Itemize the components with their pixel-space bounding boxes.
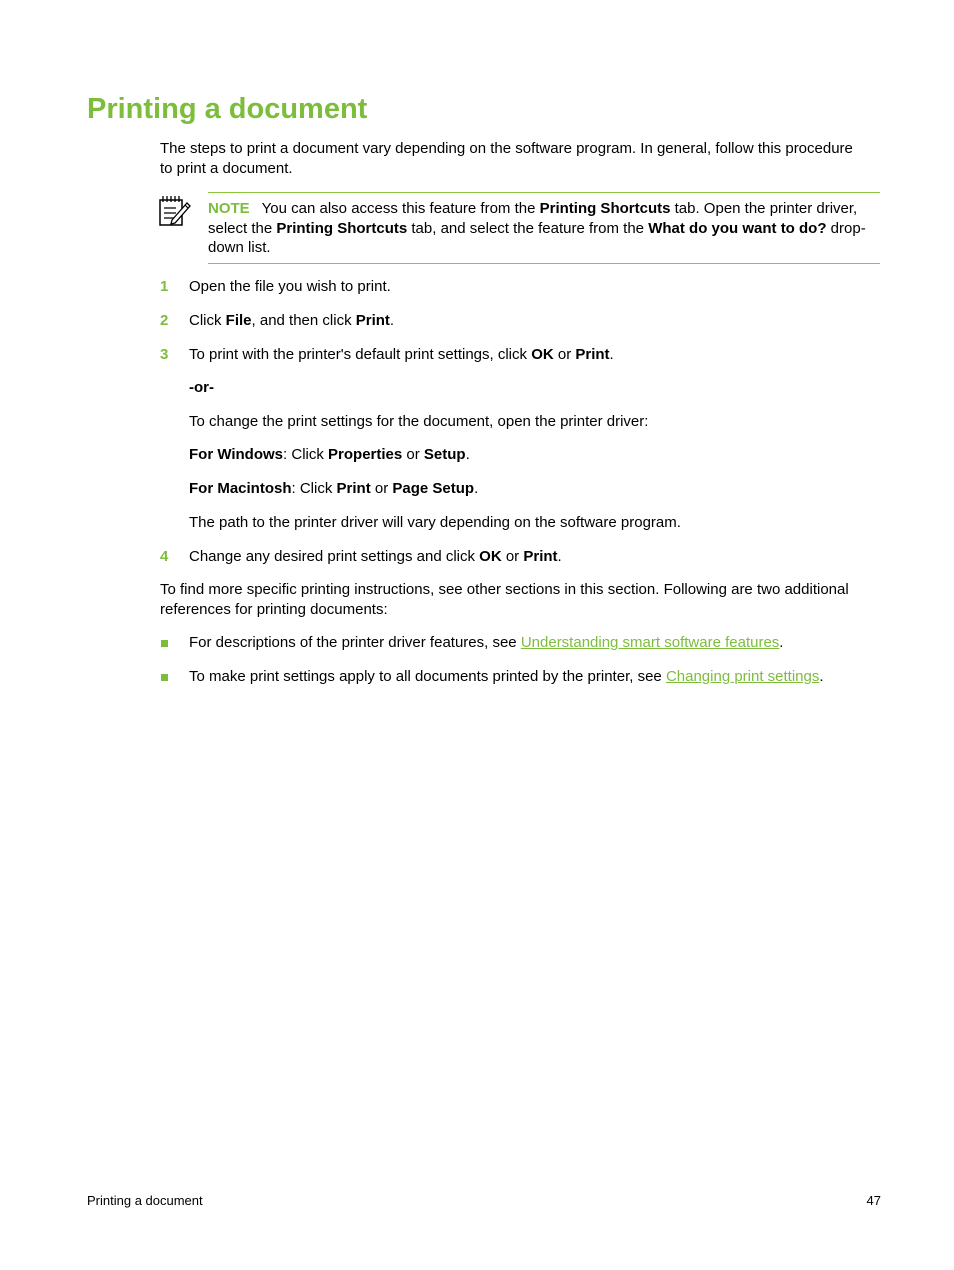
macintosh-text: . bbox=[474, 480, 479, 497]
step-number: 1 bbox=[160, 278, 169, 295]
windows-instruction bbox=[189, 445, 470, 465]
driver-path-text: The path to the printer driver will vary depending on the software program. bbox=[189, 514, 681, 531]
bullet-text-part: . bbox=[779, 634, 784, 651]
step-bold-part: OK bbox=[531, 346, 554, 363]
step-text-part: or bbox=[553, 346, 576, 363]
windows-text: : Click bbox=[283, 446, 329, 463]
intro-paragraph: The steps to print a document vary depending on the software program. In general, follow this procedure to print a document. bbox=[160, 140, 853, 177]
note-bold-2: Printing Shortcuts bbox=[276, 219, 408, 237]
properties-label: Properties bbox=[328, 446, 403, 463]
footer-section-title: Printing a document bbox=[87, 1193, 203, 1208]
note-text-3: tab, and select the feature from the bbox=[407, 219, 649, 237]
note-bold-1: Printing Shortcuts bbox=[539, 200, 671, 217]
windows-text: or bbox=[402, 446, 424, 463]
macintosh-label: For Macintosh bbox=[189, 480, 292, 497]
macintosh-text: : Click bbox=[291, 480, 337, 497]
step-number: 3 bbox=[160, 346, 169, 363]
macintosh-instruction bbox=[189, 479, 478, 499]
or-text: -or- bbox=[189, 379, 214, 396]
step-bold-part: File bbox=[225, 312, 252, 329]
note-bold-3: What do you want to do? bbox=[648, 219, 827, 237]
bullet-square-icon bbox=[161, 640, 168, 647]
step-bold-part: OK bbox=[479, 548, 502, 565]
note-text-4: drop-down list. bbox=[208, 219, 866, 256]
step-text-part: To print with the printer's default print settings, click bbox=[189, 346, 532, 363]
step-bold-part: Print bbox=[523, 548, 558, 565]
bullet-text-part: To make print settings apply to all documents printed by the printer, see bbox=[189, 668, 666, 685]
bullet-square-icon bbox=[161, 674, 168, 681]
step-text-part: . bbox=[389, 312, 395, 329]
macintosh-text: or bbox=[370, 480, 393, 497]
step-bold-part: Print bbox=[575, 346, 610, 363]
note-pad-icon bbox=[158, 194, 192, 228]
bullet-text bbox=[189, 633, 783, 653]
windows-label: For Windows bbox=[189, 446, 284, 463]
bullet-text-part: . bbox=[819, 668, 824, 685]
note-box bbox=[208, 192, 880, 264]
page-setup-label: Page Setup bbox=[392, 480, 475, 497]
step-text-part: Click bbox=[189, 312, 226, 329]
print-label: Print bbox=[336, 480, 371, 497]
setup-label: Setup bbox=[423, 446, 466, 463]
step-text-part: . bbox=[609, 346, 614, 363]
step-text: Open the file you wish to print. bbox=[189, 278, 391, 295]
step-text-part: or bbox=[501, 548, 524, 565]
changing-print-settings-link[interactable]: Changing print settings bbox=[665, 668, 820, 685]
step-text bbox=[189, 547, 562, 567]
step-text-part: . bbox=[557, 548, 562, 565]
or-separator bbox=[189, 378, 214, 398]
step-text-part: Change any desired print settings and click bbox=[189, 548, 480, 565]
step-text-part: , and then click bbox=[251, 312, 356, 329]
change-settings-text: To change the print settings for the document, open the printer driver: bbox=[189, 413, 649, 430]
references-paragraph: To find more specific printing instructions, see other sections in this section. Following are two additional references for printing documents: bbox=[160, 581, 849, 618]
note-label: NOTE bbox=[208, 200, 250, 217]
note-text-1: You can also access this feature from the bbox=[261, 200, 540, 217]
footer-page-number: 47 bbox=[866, 1193, 881, 1208]
step-bold-part: Print bbox=[355, 312, 390, 329]
bullet-text bbox=[189, 667, 824, 687]
page-title: Printing a document bbox=[87, 93, 368, 125]
windows-text: . bbox=[465, 446, 470, 463]
understanding-smart-software-features-link[interactable]: Understanding smart software features bbox=[520, 634, 780, 651]
step-text bbox=[189, 311, 394, 331]
step-number: 4 bbox=[160, 548, 169, 565]
note-text-2: tab. Open the printer driver, select the bbox=[208, 200, 858, 237]
step-number: 2 bbox=[160, 312, 169, 329]
step-text bbox=[189, 345, 614, 365]
bullet-text-part: For descriptions of the printer driver features, see bbox=[189, 634, 521, 651]
